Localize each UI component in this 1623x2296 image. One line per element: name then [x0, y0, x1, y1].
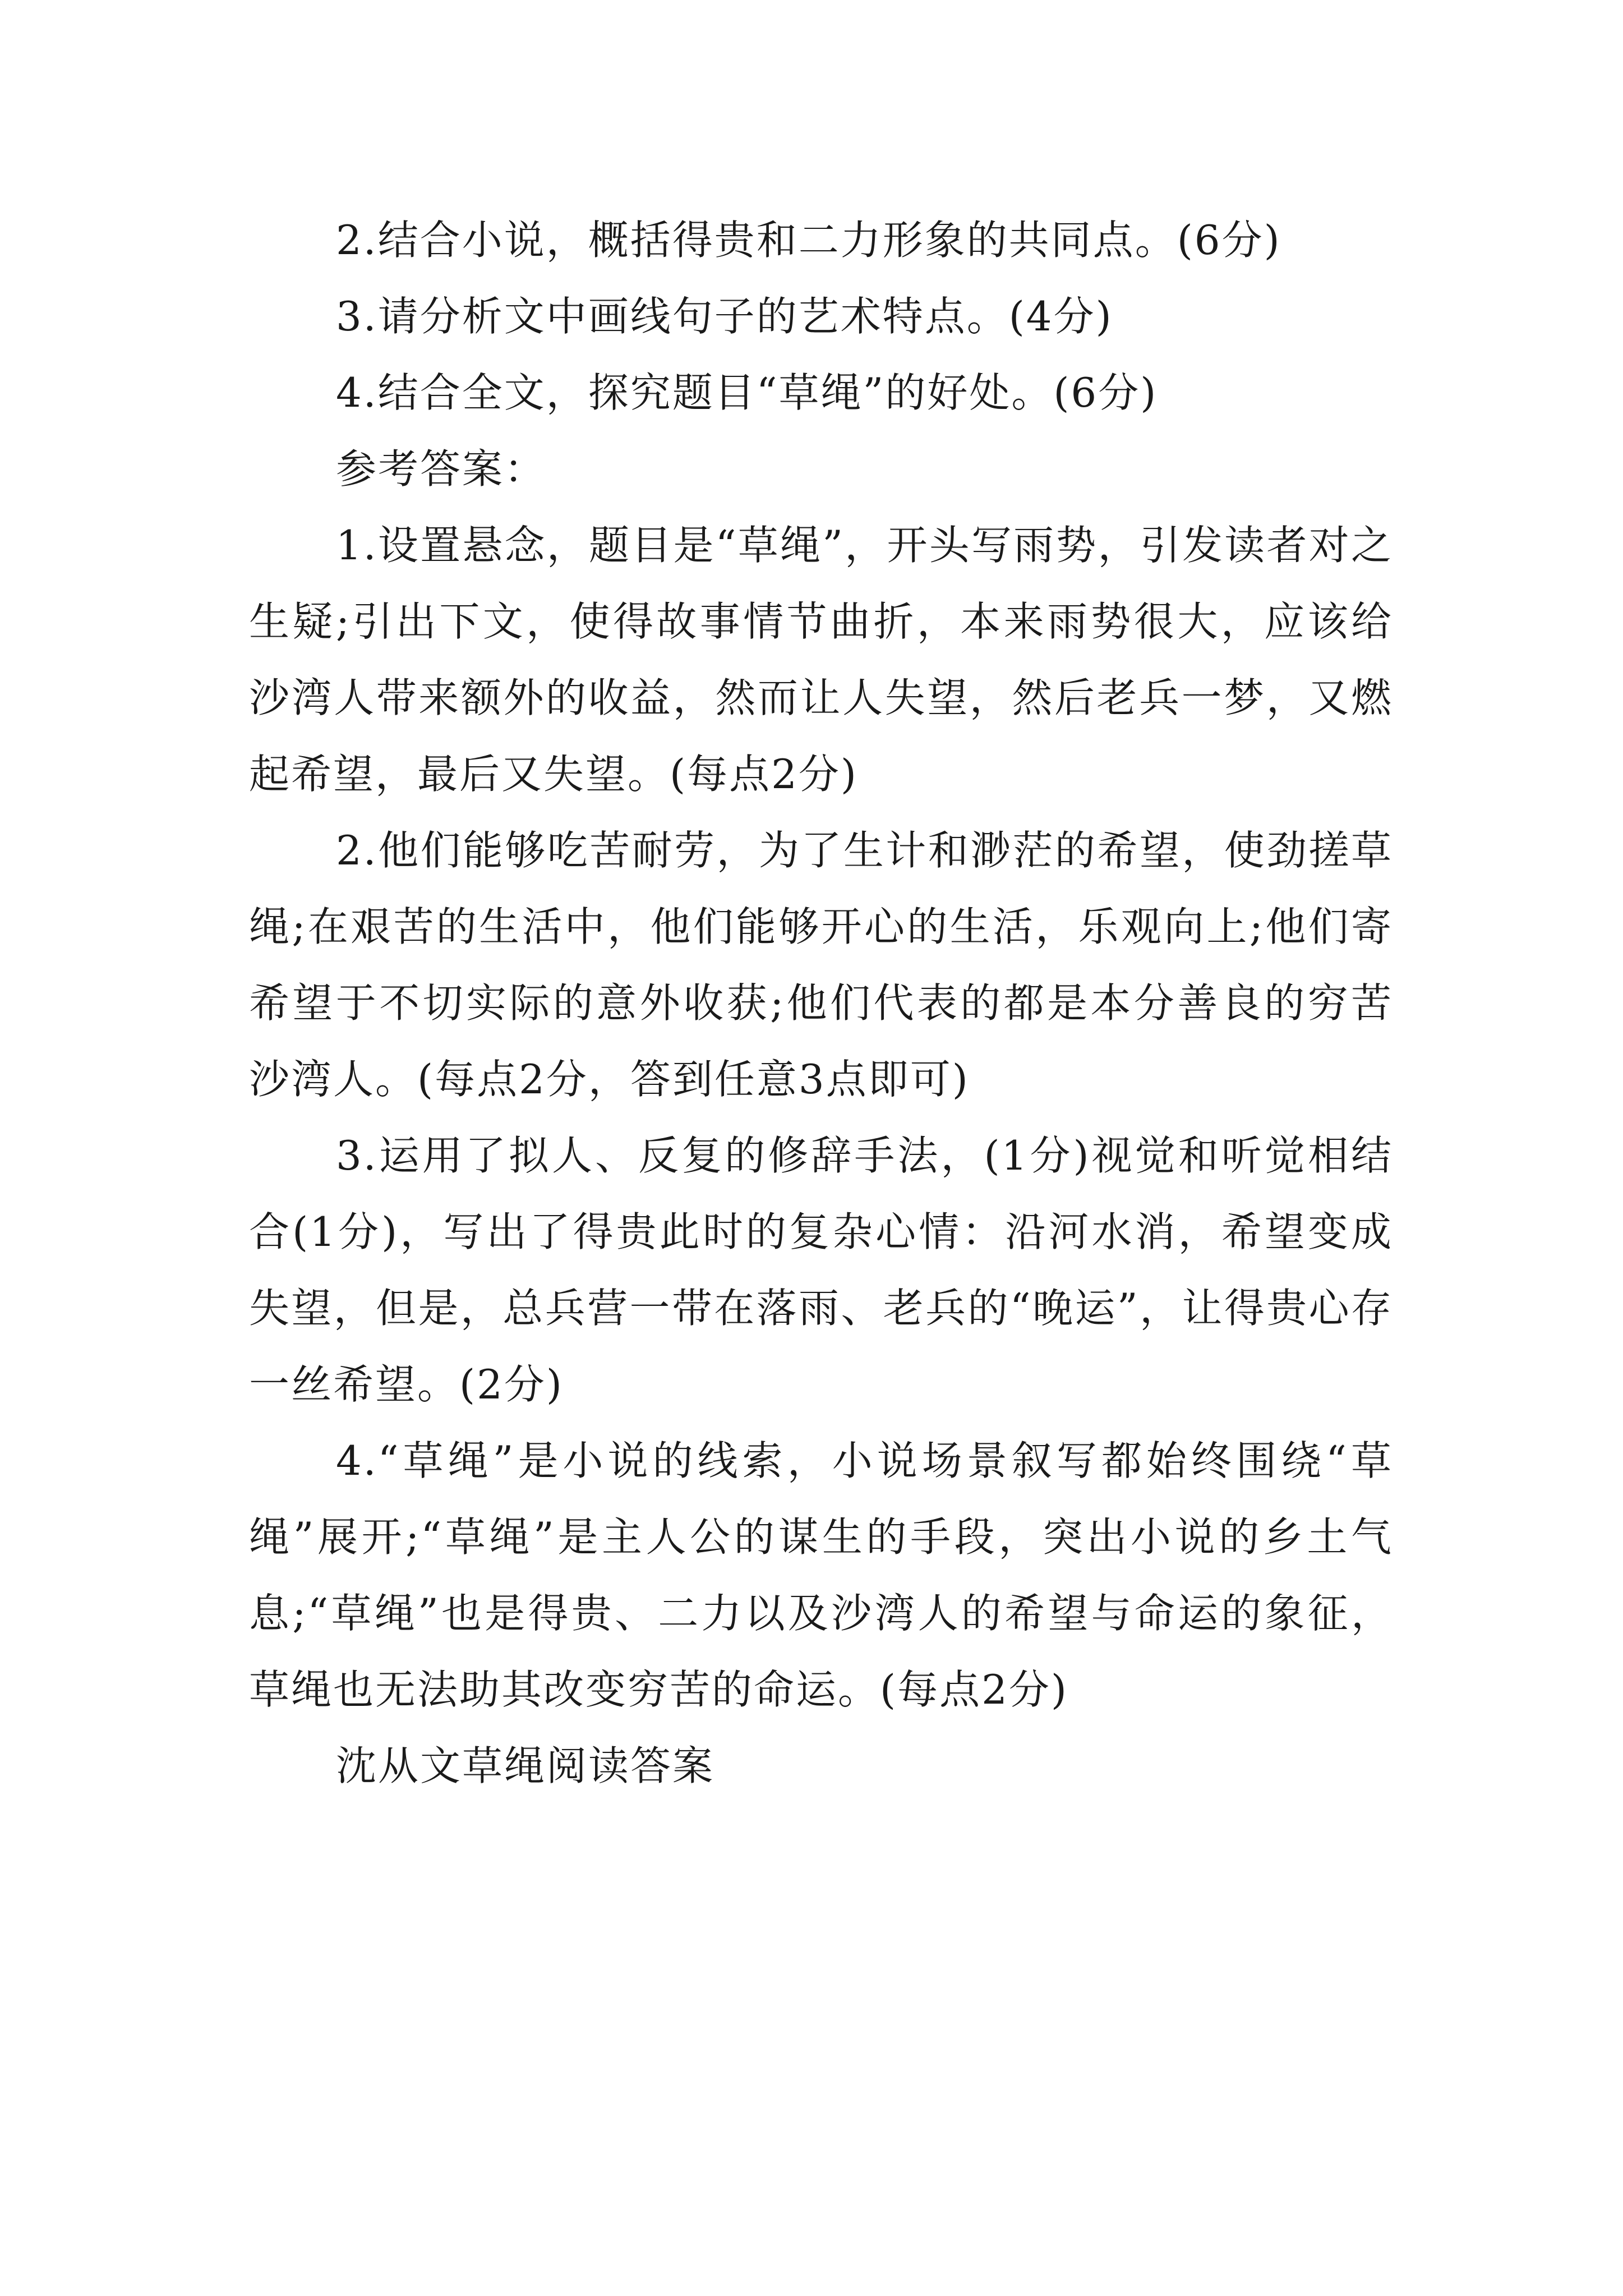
document-body: [249, 202, 1393, 1804]
question-4: 4.结合全文，探究题目“草绳”的好处。(6分): [336, 369, 1158, 416]
answers-heading: 参考答案：: [336, 445, 547, 493]
footer-title: 沈从文草绳阅读答案: [336, 1742, 715, 1789]
question-2: 2.结合小说，概括得贵和二力形象的共同点。(6分): [336, 217, 1281, 264]
answer-1: 1.设置悬念，题目是“草绳”，开头写雨势，引发读者对之生疑;引出下文，使得故事情节曲折，本来雨势很大，应该给沙湾人带来额外的收益，然而让人失望，然后老兵一梦，又燃起希望，最后又失望。(每点2分): [249, 522, 1393, 798]
question-3: 3.请分析文中画线句子的艺术特点。(4分): [336, 293, 1113, 340]
answer-4: 4.“草绳”是小说的线索，小说场景叙写都始终围绕“草绳”展开;“草绳”是主人公的谋生的手段，突出小说的乡土气息;“草绳”也是得贵、二力以及沙湾人的希望与命运的象征，草绳也无法助其改变穷苦的命运。(每点2分): [249, 1437, 1393, 1713]
answer-3: 3.运用了拟人、反复的修辞手法，(1分)视觉和听觉相结合(1分)，写出了得贵此时的复杂心情：沿河水消，希望变成失望，但是，总兵营一带在落雨、老兵的“晚运”，让得贵心存一丝希望。(2分): [249, 1132, 1393, 1408]
answer-2: 2.他们能够吃苦耐劳，为了生计和渺茫的希望，使劲搓草绳;在艰苦的生活中，他们能够开心的生活，乐观向上;他们寄希望于不切实际的意外收获;他们代表的都是本分善良的穷苦沙湾人。(每点2分，答到任意3点即可): [249, 827, 1393, 1103]
